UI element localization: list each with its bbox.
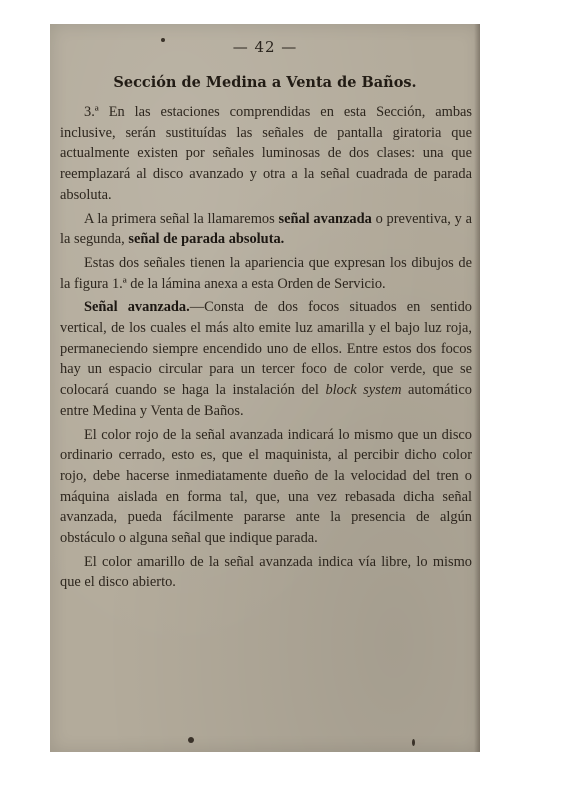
paragraph-1-text: 3.ª En las estaciones comprendidas en esta Sección, ambas inclusive, serán sustituídas las señales de pantalla giratoria que actualmente existen por señales luminosas de dos clases: una que reemplazará al disco avanzado y otra a la señal cuadrada de parada absoluta. [60, 104, 472, 203]
term-senal-parada-absoluta: señal de parada absoluta. [128, 231, 285, 248]
section-title: Sección de Medina a Venta de Baños. [113, 74, 417, 91]
paragraph-2-text-a: A la primera señal la llamaremos [84, 210, 279, 227]
paragraph-4-text-d: automático entre Medina y Venta de Baños. [60, 382, 472, 419]
page-edge-shadow [474, 24, 480, 752]
paragraph-3 [60, 253, 472, 294]
paragraph-5 [60, 425, 472, 549]
term-block-system: block system [325, 382, 402, 399]
paragraph-2-text-c: o preventiva, y a la segunda, [60, 210, 473, 248]
heading-senal-avanzada: Señal avanzada. [84, 299, 190, 316]
ink-speck [412, 739, 415, 746]
term-senal-avanzada: señal avanzada [278, 210, 372, 227]
body-text [60, 102, 472, 593]
page-number: — 42 — [232, 38, 298, 56]
scanned-page [50, 24, 480, 752]
paragraph-5-text: El color rojo de la señal avanzada indicará lo mismo que un disco ordinario cerrado, esto es, que el maquinista, al percibir dicho color rojo, debe hacerse inmediatamente dueño de la velocidad del tren o máquina aislada en forma tal, que, una vez rebasada dicha señal avanzada, pueda fácilmente pararse ante la presencia de algún obstáculo o alguna señal que indique parada. [60, 426, 472, 547]
paragraph-4 [60, 297, 472, 421]
paragraph-3-text: Estas dos señales tienen la apariencia que expresan los dibujos de la figura 1.ª de la lámina anexa a esta Orden de Servicio. [60, 254, 472, 292]
paragraph-2 [60, 209, 472, 250]
ink-speck [161, 38, 165, 42]
paragraph-4-text-b: —Consta de dos focos situados en sentido vertical, de los cuales el más alto emite luz amarilla y el bajo luz roja, permaneciendo siempre encendido uno de ellos. Entre estos dos focos hay un espacio circular para un tercer foco de color verde, que se colocará cuando se haga la instalación del [60, 299, 472, 399]
paragraph-6-text: El color amarillo de la señal avanzada indica vía libre, lo mismo que el disco abierto. [60, 553, 472, 591]
paragraph-6 [60, 552, 472, 593]
paragraph-1 [60, 102, 472, 206]
ink-speck [188, 737, 194, 743]
